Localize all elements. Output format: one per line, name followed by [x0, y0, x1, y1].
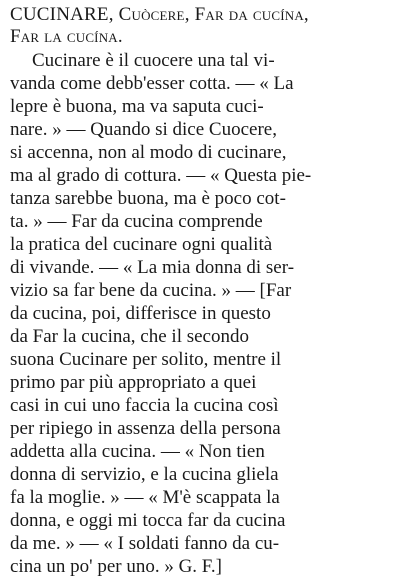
body-line: la pratica del cucinare ogni qualità: [10, 234, 273, 255]
body-line: vizio sa far bene da cucina. » — [Far: [10, 280, 292, 301]
body-line: da Far la cucina, che il secondo: [10, 326, 249, 347]
body-line: donna di servizio, e la cucina gliela: [10, 464, 279, 485]
body-line: vanda come debb'esser cotta. — « La: [10, 73, 294, 94]
body-line: tanza sarebbe buona, ma è poco cot-: [10, 188, 286, 209]
body-line: donna, e oggi mi tocca far da cucina: [10, 510, 286, 531]
body-line: di vivande. — « La mia donna di ser-: [10, 257, 295, 278]
body-line: suona Cucinare per solito, mentre il: [10, 349, 282, 370]
entry-heading: [10, 4, 396, 48]
body-line: nare. » — Quando si dice Cuocere,: [10, 119, 277, 140]
body-line: ta. » — Far da cucina comprende: [10, 211, 263, 232]
heading-line-1: [10, 4, 396, 26]
body-line: da cucina, poi, differisce in questo: [10, 303, 271, 324]
body-line: per ripiego in assenza della persona: [10, 418, 281, 439]
body-line: fa la moglie. » — « M'è scappata la: [10, 487, 280, 508]
body-line: ma al grado di cottura. — « Questa pie-: [10, 165, 312, 186]
body-line: addetta alla cucina. — « Non tien: [10, 441, 265, 462]
body-line: lepre è buona, ma va saputa cuci-: [10, 96, 264, 117]
heading-variants: Cuòcere, Far da cucína,: [118, 4, 309, 25]
body-line: da me. » — « I soldati fanno da cu-: [10, 533, 280, 554]
body-line: cina un po' per uno. » G. F.]: [10, 556, 222, 577]
body-line: si accenna, non al modo di cucinare,: [10, 142, 287, 163]
body-line: Cucinare è il cuocere una tal vi-: [32, 50, 275, 71]
body-line: primo par più appropriato a quei: [10, 372, 257, 393]
heading-headword: CUCINARE,: [10, 4, 119, 25]
heading-line-2: Far la cucína.: [10, 26, 123, 47]
entry-body: [10, 49, 396, 578]
body-line: casi in cui uno faccia la cucina così: [10, 395, 279, 416]
